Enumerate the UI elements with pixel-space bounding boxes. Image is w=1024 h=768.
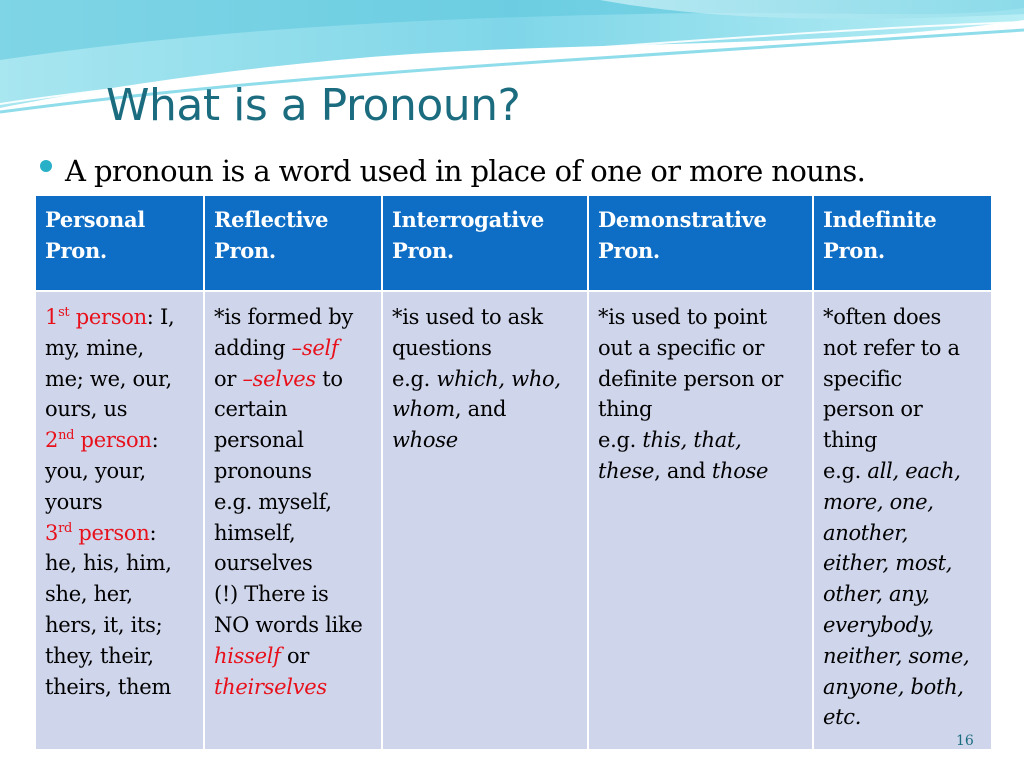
bullet-definition (40, 154, 1024, 188)
bullet-text: A pronoun is a word used in place of one or more nouns. (65, 154, 866, 188)
bullet-dot-icon (40, 160, 52, 172)
header-reflective: Reflective Pron. (204, 195, 382, 291)
header-interrogative: Interrogative Pron. (382, 195, 588, 291)
cell-demonstrative: *is used to point out a specific or definite person or thing e.g. this, that, these, and those (588, 291, 813, 750)
header-demonstrative: Demonstrative Pron. (588, 195, 813, 291)
cell-indefinite: *often does not refer to a specific person or thing e.g. all, each, more, one, another, either, most, other, any, everybody, neither, some, anyone, both, etc. (813, 291, 992, 750)
table-body-row (35, 291, 992, 750)
page-number: 16 (956, 733, 974, 749)
cell-personal: 1st person: I, my, mine, me; we, our, ours, us 2nd person: you, your, yours 3rd person: he, his, him, she, her, hers, it, its; they, their, theirs, them (35, 291, 204, 750)
header-personal: Personal Pron. (35, 195, 204, 291)
slide-title: What is a Pronoun? (106, 80, 521, 131)
cell-reflective: *is formed by adding –self or –selves to certain personal pronouns e.g. myself, himself, ourselves (!) There is NO words like hisself or theirselves (204, 291, 382, 750)
pronoun-types-table (34, 194, 993, 751)
cell-interrogative: *is used to ask questions e.g. which, who, whom, and whose (382, 291, 588, 750)
header-indefinite: Indefinite Pron. (813, 195, 992, 291)
table-header-row (35, 195, 992, 291)
